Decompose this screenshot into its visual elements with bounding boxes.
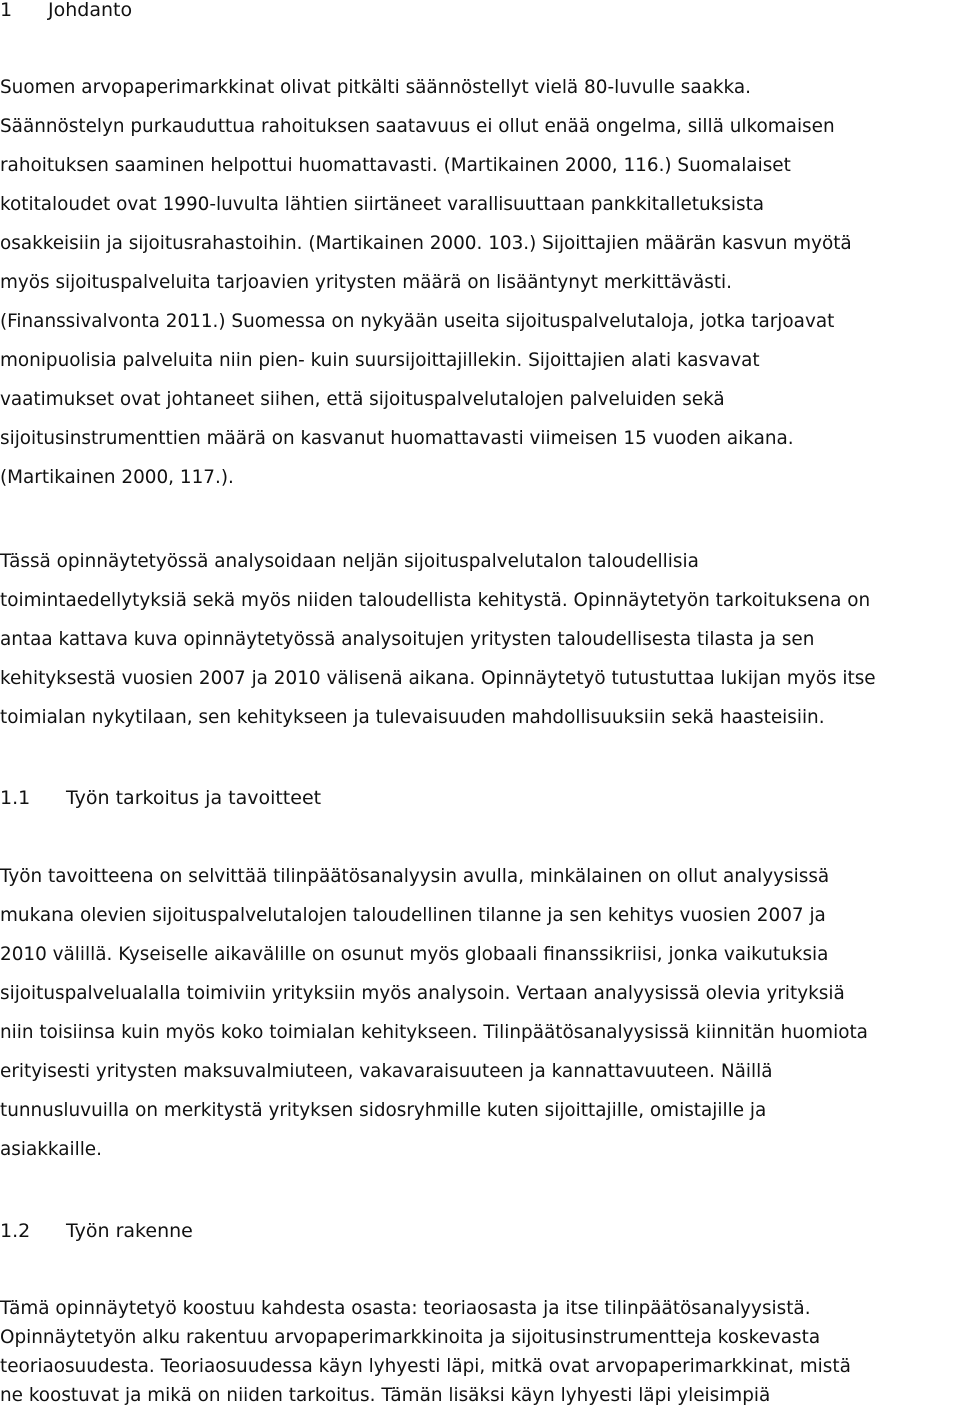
paragraph-line: asiakkaille. [0,1139,102,1160]
paragraph-line: Suomen arvopaperimarkkinat olivat pitkälti säännöstellyt vielä 80-luvulle saakka. [0,77,751,98]
heading-number: 1.1 [0,787,31,809]
paragraph-goals [0,857,868,1169]
paragraph-intro [0,68,852,497]
paragraph-line: rahoituksen saaminen helpottui huomattavasti. (Martikainen 2000, 116.) Suomalaiset [0,155,791,176]
paragraph-line: sijoitusinstrumenttien määrä on kasvanut huomattavasti viimeisen 15 vuoden aikana. [0,428,794,449]
paragraph-scope [0,542,876,737]
paragraph-line: Tämä opinnäytetyö koostuu kahdesta osasta: teoriaosasta ja itse tilinpäätösanalyysistä. [0,1298,811,1319]
paragraph-line: kehityksestä vuosien 2007 ja 2010 välisenä aikana. Opinnäytetyö tutustuttaa lukijan myös itse [0,668,876,689]
paragraph-line: monipuolisia palveluita niin pien- kuin suursijoittajillekin. Sijoittajien alati kasvavat [0,350,760,371]
paragraph-line: myös sijoituspalveluita tarjoavien yritysten määrä on lisääntynyt merkittävästi. [0,272,732,293]
paragraph-line: tunnusluvuilla on merkitystä yrityksen sidosryhmille kuten sijoittajille, omistajille ja [0,1100,767,1121]
paragraph-line: niin toisiinsa kuin myös koko toimialan kehitykseen. Tilinpäätösanalyysissä kiinnitän huomiota [0,1022,868,1043]
paragraph-line: Työn tavoitteena on selvittää tilinpäätösanalyysin avulla, minkälainen on ollut analyysissä [0,866,830,887]
paragraph-line: sijoituspalvelualalla toimiviin yrityksiin myös analysoin. Vertaan analyysissä olevia yrityksiä [0,983,845,1004]
heading-tarkoitus [0,786,321,810]
heading-title: Työn rakenne [66,1220,193,1242]
heading-number: 1 [0,0,13,21]
paragraph-line: toimialan nykytilaan, sen kehitykseen ja tulevaisuuden mahdollisuuksiin sekä haasteisiin. [0,707,825,728]
paragraph-line: (Finanssivalvonta 2011.) Suomessa on nykyään useita sijoituspalvelutaloja, jotka tarjoavat [0,311,835,332]
heading-johdanto [0,0,132,22]
paragraph-line: teoriaosuudesta. Teoriaosuudessa käyn lyhyesti läpi, mitkä ovat arvopaperimarkkinat, mistä [0,1356,851,1377]
paragraph-line: mukana olevien sijoituspalvelutalojen taloudellinen tilanne ja sen kehitys vuosien 2007 ja [0,905,826,926]
paragraph-line: 2010 välillä. Kyseiselle aikavälille on osunut myös globaali finanssikriisi, jonka vaikutuksia [0,944,829,965]
paragraph-structure [0,1294,851,1410]
paragraph-line: Tässä opinnäytetyössä analysoidaan neljän sijoituspalvelutalon taloudellisia [0,551,699,572]
paragraph-line: Opinnäytetyön alku rakentuu arvopaperimarkkinoita ja sijoitusinstrumentteja koskevasta [0,1327,821,1348]
heading-title: Johdanto [48,0,133,21]
paragraph-line: vaatimukset ovat johtaneet siihen, että sijoituspalvelutalojen palveluiden sekä [0,389,725,410]
heading-rakenne [0,1219,193,1243]
paragraph-line: osakkeisiin ja sijoitusrahastoihin. (Martikainen 2000. 103.) Sijoittajien määrän kasvun myötä [0,233,852,254]
heading-title: Työn tarkoitus ja tavoitteet [66,787,322,809]
paragraph-line: Säännöstelyn purkauduttua rahoituksen saatavuus ei ollut enää ongelma, sillä ulkomaisen [0,116,835,137]
heading-number: 1.2 [0,1220,31,1242]
paragraph-line: toimintaedellytyksiä sekä myös niiden taloudellista kehitystä. Opinnäytetyön tarkoituksena on [0,590,871,611]
paragraph-line: antaa kattava kuva opinnäytetyössä analysoitujen yritysten taloudellisesta tilasta ja sen [0,629,815,650]
paragraph-line: kotitaloudet ovat 1990-luvulta lähtien siirtäneet varallisuuttaan pankkitalletuksista [0,194,765,215]
paragraph-line: (Martikainen 2000, 117.). [0,467,234,488]
paragraph-line: erityisesti yritysten maksuvalmiuteen, vakavaraisuuteen ja kannattavuuteen. Näillä [0,1061,773,1082]
paragraph-line: ne koostuvat ja mikä on niiden tarkoitus. Tämän lisäksi käyn lyhyesti läpi yleisimpiä [0,1385,771,1406]
